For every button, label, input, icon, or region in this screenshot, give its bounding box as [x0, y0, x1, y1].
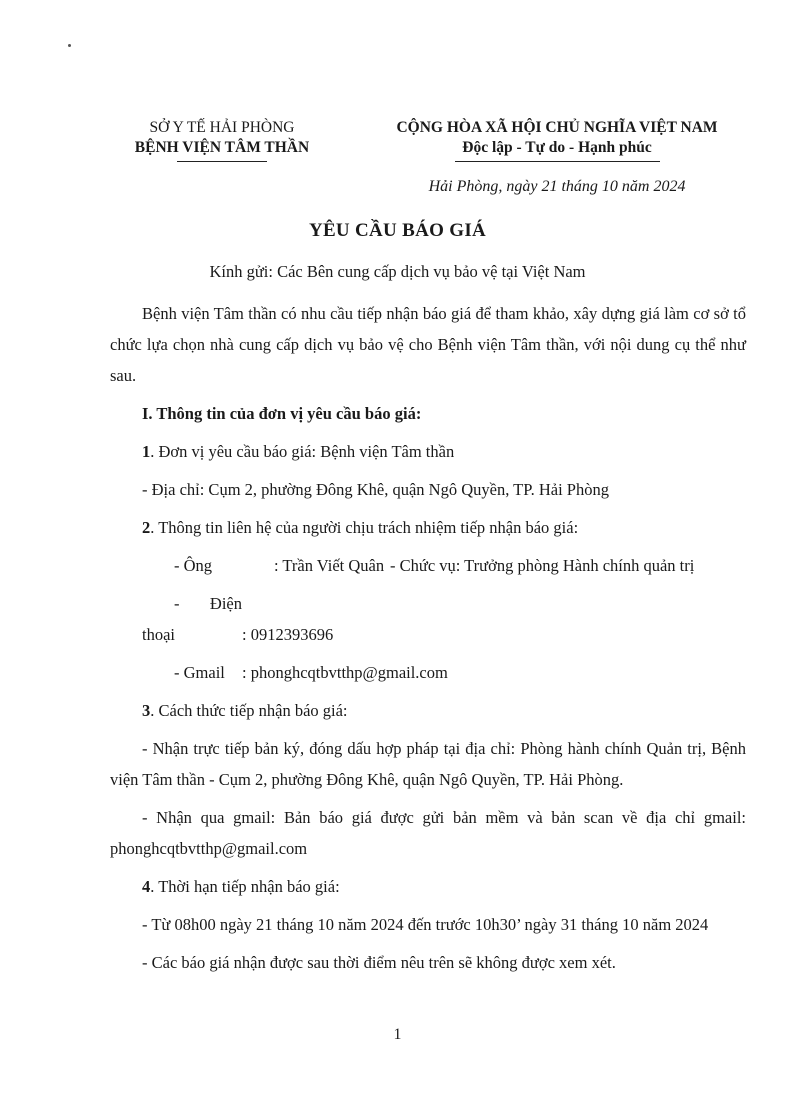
recipient-line: Kính gửi: Các Bên cung cấp dịch vụ bảo vệ tại Việt Nam: [209, 262, 586, 281]
national-motto: Độc lập - Tự do - Hạnh phúc: [462, 139, 652, 156]
late-note-paragraph: - Các báo giá nhận được sau thời điểm nêu trên sẽ không được xem xét.: [142, 953, 616, 972]
item-2-text: . Thông tin liên hệ của người chịu trách nhiệm tiếp nhận báo giá:: [150, 518, 579, 537]
item-2: [110, 512, 746, 543]
item-4: [110, 871, 746, 902]
contact-gmail-line: [110, 657, 746, 688]
contact-phone-label: - Điện thoại: [142, 594, 242, 644]
motto-underline: [455, 161, 660, 162]
national-motto-block: [372, 118, 742, 162]
agency-underline: [177, 161, 267, 162]
item-3: [110, 695, 746, 726]
hospital-name: BỆNH VIỆN TÂM THẦN: [134, 139, 310, 156]
document-title: YÊU CẦU BÁO GIÁ: [308, 220, 487, 241]
item-2-number: 2: [142, 518, 151, 537]
item-4-text: . Thời hạn tiếp nhận báo giá:: [150, 877, 340, 896]
receive-direct-paragraph: - Nhận trực tiếp bản ký, đóng dấu hợp pháp tại địa chỉ: Phòng hành chính Quản trị, Bệnh viện Tâm thần - Cụm 2, phường Đông Khê, quận Ngô Quyền, TP. Hải Phòng.: [110, 739, 746, 789]
deadline-paragraph: - Từ 08h00 ngày 21 tháng 10 năm 2024 đến trước 10h30’ ngày 31 tháng 10 năm 2024: [142, 915, 709, 934]
receive-gmail-paragraph: - Nhận qua gmail: Bản báo giá được gửi bản mềm và bản scan về địa chỉ gmail: phonghcqtbvtthp@gmail.com: [110, 808, 746, 858]
country-name: CỘNG HÒA XÃ HỘI CHỦ NGHĨA VIỆT NAM: [396, 119, 718, 136]
item-1-number: 1: [142, 442, 151, 461]
page-number: 1: [393, 1026, 402, 1043]
scan-speck: [68, 44, 71, 47]
document-date: Hải Phòng, ngày 21 tháng 10 năm 2024: [428, 178, 686, 195]
item-3-number: 3: [142, 701, 151, 720]
issuing-agency-block: [112, 118, 332, 162]
contact-name-label: - Ông: [174, 556, 213, 575]
contact-gmail-label: - Gmail: [174, 663, 225, 682]
contact-name-line: [110, 550, 746, 581]
contact-phone-line: [110, 588, 746, 650]
contact-phone-value: : 0912393696: [242, 625, 334, 644]
item-1-text: . Đơn vị yêu cầu báo giá: Bệnh viện Tâm thần: [150, 442, 455, 461]
address-line: - Địa chỉ: Cụm 2, phường Đông Khê, quận Ngô Quyền, TP. Hải Phòng: [142, 480, 609, 499]
contact-name-value: : Trần Viết Quân: [274, 556, 385, 575]
intro-paragraph: Bệnh viện Tâm thần có nhu cầu tiếp nhận báo giá để tham khảo, xây dựng giá làm cơ sở tổ chức lựa chọn nhà cung cấp dịch vụ bảo vệ cho Bệnh viện Tâm thần, với nội dung cụ thể như sau.: [110, 304, 746, 385]
item-4-number: 4: [142, 877, 151, 896]
contact-position: - Chức vụ: Trưởng phòng Hành chính quản trị: [390, 556, 695, 575]
item-1: [110, 436, 746, 467]
section-1-heading: I. Thông tin của đơn vị yêu cầu báo giá:: [142, 404, 422, 423]
document-body: [110, 298, 746, 985]
item-3-text: . Cách thức tiếp nhận báo giá:: [150, 701, 348, 720]
agency-name: SỞ Y TẾ HẢI PHÒNG: [149, 119, 295, 136]
contact-gmail-value: : phonghcqtbvtthp@gmail.com: [242, 663, 448, 682]
